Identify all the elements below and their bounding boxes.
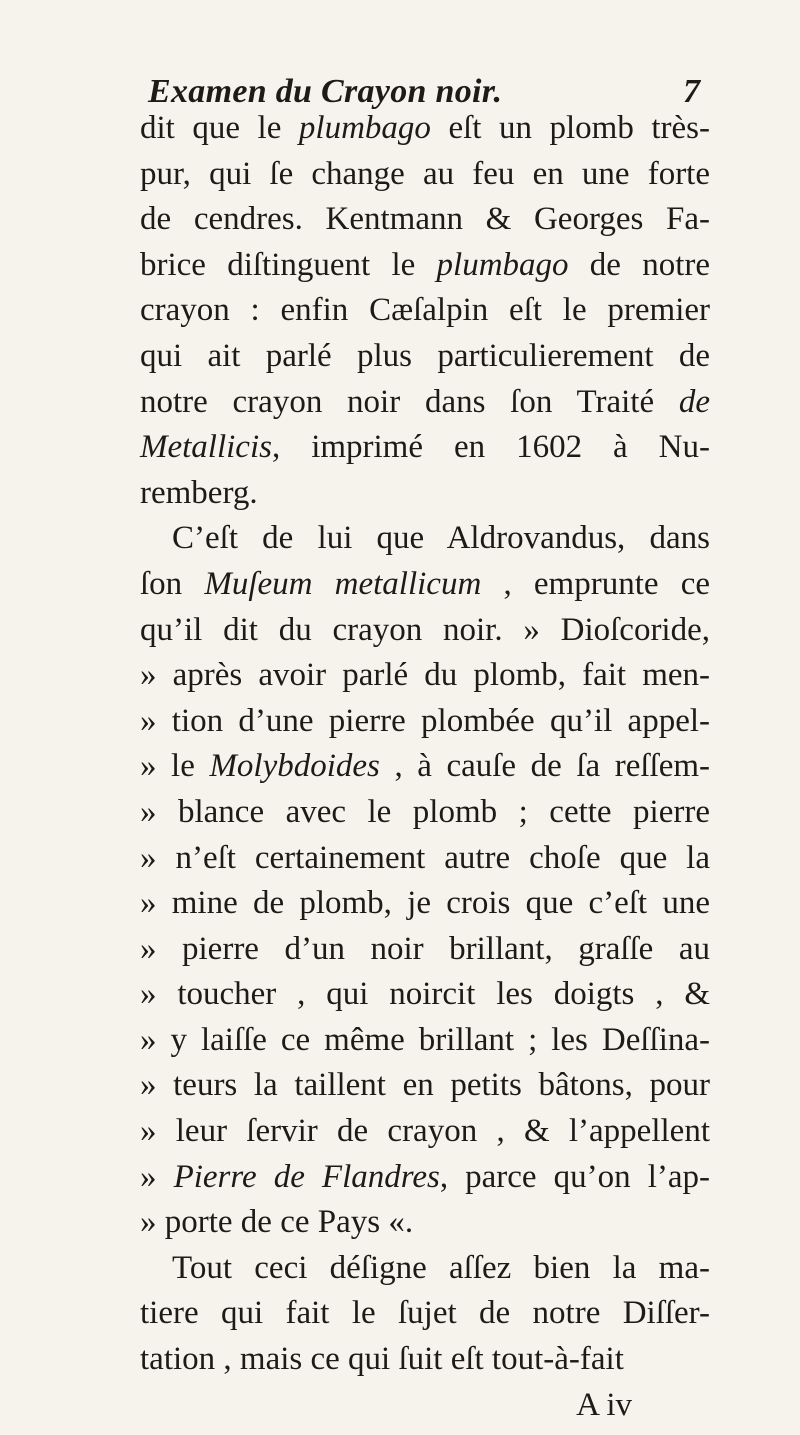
text-run: » pierre d’un noir brillant, graſſe au [140, 930, 710, 967]
text-run: » leur ſervir de crayon , & l’appellent [140, 1113, 710, 1150]
text-line [140, 197, 710, 243]
text-line [140, 653, 710, 699]
text-line [140, 790, 710, 836]
italic-text: Molybdoides [209, 748, 380, 785]
text-line [140, 106, 710, 152]
page-number: 7 [683, 73, 700, 110]
text-line [140, 1291, 710, 1337]
text-run: de cendres. Kentmann & Georges Fa- [140, 201, 710, 238]
text-run: tation , mais ce qui ſuit eſt tout-à-fait [140, 1341, 624, 1378]
text-run: » tion d’une pierre plombée qu’il appel- [140, 702, 710, 739]
text-run: ſon [140, 565, 205, 602]
text-run: brice diſtinguent le [140, 246, 437, 283]
text-run: , parce qu’on l’ap- [439, 1158, 710, 1195]
text-line [140, 1109, 710, 1155]
text-line [140, 288, 710, 334]
text-run: , emprunte ce [481, 565, 710, 602]
text-line [140, 836, 710, 882]
text-line [140, 1200, 710, 1246]
body-text [140, 106, 710, 1428]
text-line [140, 471, 710, 517]
text-line [140, 380, 710, 426]
running-title: Examen du Crayon noir. [148, 73, 503, 110]
italic-text: plumbago [298, 110, 431, 146]
text-line [140, 562, 710, 608]
text-line [140, 425, 710, 471]
text-line [140, 152, 710, 198]
text-line [140, 881, 710, 927]
text-run: crayon : enfin Cæſalpin eſt le premier [140, 292, 710, 329]
text-run: tiere qui fait le ſujet de notre Diſſer- [140, 1295, 710, 1332]
text-run: » le [140, 748, 210, 785]
signature-mark [140, 1383, 710, 1429]
text-run: » porte de ce Pays «. [140, 1204, 414, 1241]
text-run: de notre [568, 246, 710, 283]
text-line [140, 744, 710, 790]
text-run: , imprimé en 1602 à Nu- [271, 429, 710, 466]
text-line [140, 608, 710, 654]
text-run: qu’il dit du crayon noir. » Dioſcoride, [140, 611, 710, 648]
italic-text: plumbago [436, 246, 569, 283]
text-line [140, 699, 710, 745]
text-line [140, 1337, 710, 1383]
text-line [140, 516, 710, 562]
text-run: » mine de plomb, je crois que c’eſt une [140, 885, 710, 922]
italic-text: Metallicis [140, 429, 272, 466]
italic-text: de [678, 383, 710, 420]
text-line [140, 1155, 710, 1201]
text-run: dit que le [140, 110, 299, 146]
text-line [140, 1246, 710, 1292]
text-run: » blance avec le plomb ; cette pierre [140, 793, 710, 830]
text-line [140, 1063, 710, 1109]
text-line [140, 972, 710, 1018]
text-run: C’eſt de lui que Aldrovandus, dans [172, 520, 710, 557]
italic-text: Muſeum metallicum [204, 565, 482, 602]
text-run: eſt un plomb très- [430, 110, 710, 146]
text-run: notre crayon noir dans ſon Traité [140, 383, 679, 420]
text-run: pur, qui ſe change au feu en une forte [140, 155, 710, 192]
text-run: » teurs la taillent en petits bâtons, pour [140, 1067, 710, 1104]
text-run: Tout ceci déſigne aſſez bien la ma- [172, 1249, 710, 1286]
italic-text: Pierre de Flandres [173, 1158, 440, 1195]
text-run: qui ait parlé plus particulierement de [140, 337, 710, 374]
text-run: » toucher , qui noircit les doigts , & [140, 976, 710, 1013]
text-line [140, 334, 710, 380]
text-run: » y laiſſe ce même brillant ; les Deſſina- [140, 1021, 710, 1058]
text-line [140, 243, 710, 289]
text-run: , à cauſe de ſa reſſem- [379, 748, 710, 785]
text-line [140, 927, 710, 973]
text-run: » n’eſt certainement autre choſe que la [140, 839, 710, 876]
text-run: A iv [576, 1386, 632, 1423]
text-run: » [140, 1158, 174, 1195]
text-line [140, 1018, 710, 1064]
text-run: remberg. [140, 474, 258, 511]
text-run: » après avoir parlé du plomb, fait men- [140, 657, 710, 694]
